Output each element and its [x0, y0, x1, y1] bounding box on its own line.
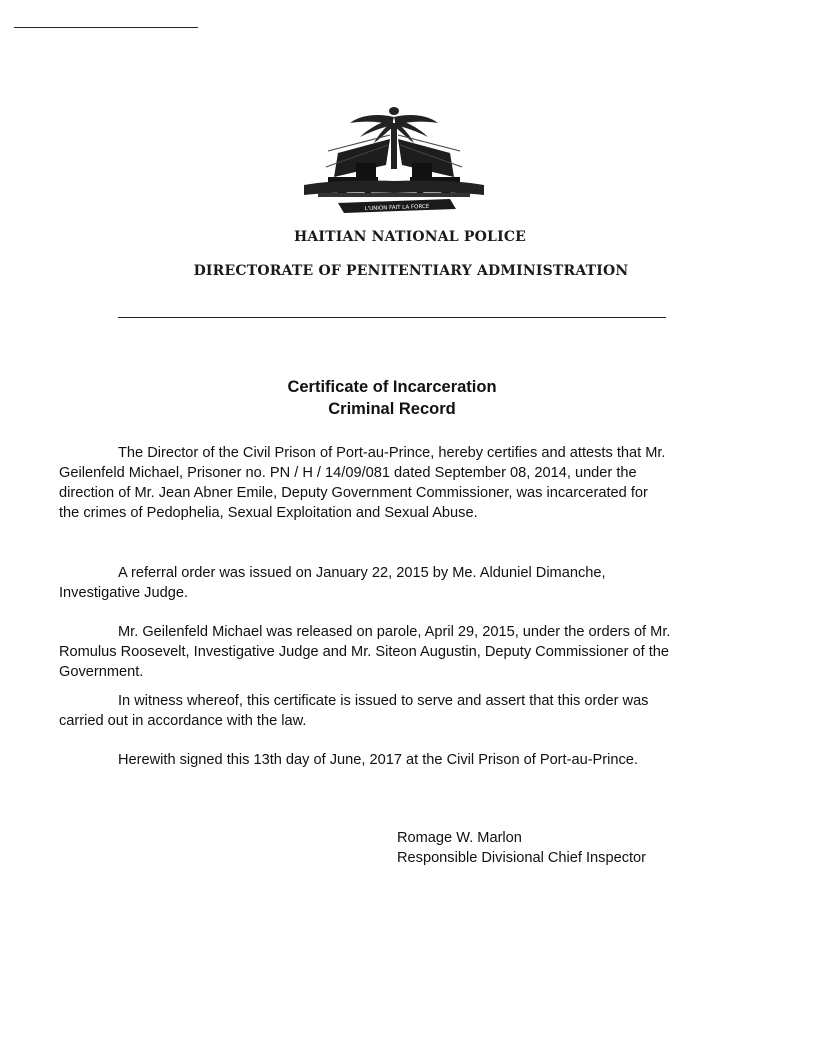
- signatory-title: Responsible Divisional Chief Inspector: [397, 850, 647, 866]
- text-line: the crimes of Pedophelia, Sexual Exploitation and Sexual Abuse.: [59, 505, 478, 521]
- text-line: carried out in accordance with the law.: [59, 713, 307, 729]
- text-line: Herewith signed this 13th day of June, 2017 at the Civil Prison of Port-au-Prince.: [118, 752, 638, 768]
- paragraph-witness: [59, 691, 739, 731]
- certificate-title: Certificate of Incarceration: [287, 378, 497, 396]
- seal-motto: L'UNION FAIT LA FORCE: [364, 203, 430, 213]
- text-line: Mr. Geilenfeld Michael was released on parole, April 29, 2015, under the orders of Mr.: [118, 624, 671, 640]
- paragraph-signed-date: [59, 750, 739, 770]
- text-line: Government.: [59, 664, 144, 680]
- certificate-subtitle: Criminal Record: [328, 400, 456, 418]
- signature-block: [397, 828, 646, 868]
- directorate-name: DIRECTORATE OF PENITENTIARY ADMINISTRATION: [193, 263, 629, 279]
- signatory-name: Romage W. Marlon: [397, 830, 522, 846]
- text-line: Investigative Judge.: [59, 585, 188, 601]
- top-left-rule: [14, 27, 198, 28]
- paragraph-referral: [59, 563, 739, 603]
- paragraph-parole: [59, 622, 739, 682]
- agency-name: HAITIAN NATIONAL POLICE: [293, 229, 527, 245]
- coat-of-arms-seal-icon: [298, 105, 490, 217]
- paragraph-certification: [59, 443, 739, 523]
- text-line: In witness whereof, this certificate is issued to serve and assert that this order was: [118, 693, 649, 709]
- text-line: A referral order was issued on January 22, 2015 by Me. Alduniel Dimanche,: [118, 565, 606, 581]
- text-line: Romulus Roosevelt, Investigative Judge and Mr. Siteon Augustin, Deputy Commissioner of the: [59, 644, 670, 660]
- header-divider: [118, 317, 666, 318]
- text-line: direction of Mr. Jean Abner Emile, Deputy Government Commissioner, was incarcerated for: [59, 485, 648, 501]
- text-line: The Director of the Civil Prison of Port-au-Prince, hereby certifies and attests that Mr.: [118, 445, 666, 461]
- text-line: Geilenfeld Michael, Prisoner no. PN / H / 14/09/081 dated September 08, 2014, under the: [59, 465, 637, 481]
